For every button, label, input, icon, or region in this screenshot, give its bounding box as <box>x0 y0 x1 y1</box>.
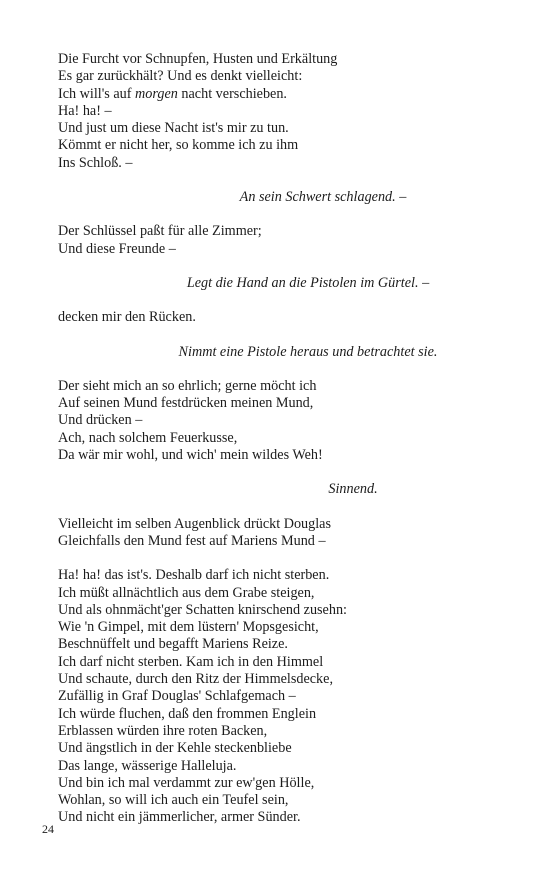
verse-block-4 <box>58 378 498 464</box>
verse-line: Ins Schloß. – <box>58 154 133 171</box>
stage-direction-2: Legt die Hand an die Pistolen im Gürtel. – <box>186 274 430 291</box>
verse-line: Und diese Freunde – <box>58 240 176 257</box>
page-number: 24 <box>42 822 54 836</box>
verse-line: Kömmt er nicht her, so komme ich zu ihm <box>58 137 299 154</box>
verse-line: Der sieht mich an so ehrlich; gerne möcht ich <box>58 377 317 394</box>
verse-block-2 <box>58 223 498 258</box>
verse-line: Auf seinen Mund festdrücken meinen Mund, <box>58 395 314 412</box>
verse-line: Das lange, wässerige Halleluja. <box>58 757 237 774</box>
verse-block-1 <box>58 51 498 172</box>
verse-line: Zufällig in Graf Douglas' Schlafgemach – <box>58 688 296 705</box>
verse-line: Ich darf nicht sterben. Kam ich in den Himmel <box>58 653 324 670</box>
verse-line: Wohlan, so will ich auch ein Teufel sein, <box>58 792 289 809</box>
stage-direction-1: An sein Schwert schlagend. – <box>239 189 407 206</box>
verse-line: Wie 'n Gimpel, mit dem lüstern' Mopsgesicht, <box>58 619 319 636</box>
verse-line: Ich würde fluchen, daß den frommen Englein <box>58 705 317 722</box>
verse-line: Und schaute, durch den Ritz der Himmelsdecke, <box>58 671 333 688</box>
stage-direction-4: Sinnend. <box>328 481 378 498</box>
verse-line: Und ängstlich in der Kehle steckenbliebe <box>58 740 292 757</box>
verse-line: Und drücken – <box>58 412 143 429</box>
verse-line: Die Furcht vor Schnupfen, Husten und Erkältung <box>58 51 338 67</box>
verse-line: decken mir den Rücken. <box>58 309 196 326</box>
verse-line: Da wär mir wohl, und wich' mein wildes Weh! <box>58 447 323 464</box>
verse-line: Ach, nach solchem Feuerkusse, <box>58 429 238 446</box>
verse-block-3 <box>58 309 498 326</box>
verse-block-6 <box>58 567 498 826</box>
page-text <box>58 51 498 827</box>
stage-direction-3: Nimmt eine Pistole heraus und betrachtet sie. <box>178 343 438 360</box>
verse-block-5 <box>58 516 498 551</box>
verse-line: Der Schlüssel paßt für alle Zimmer; <box>58 223 262 240</box>
verse-line: Gleichfalls den Mund fest auf Mariens Mund – <box>58 532 326 549</box>
verse-line: Erblassen würden ihre roten Backen, <box>58 722 268 739</box>
verse-line: Ha! ha! das ist's. Deshalb darf ich nicht sterben. <box>58 567 330 584</box>
verse-line: Es gar zurückhält? Und es denkt vielleicht: <box>58 68 303 85</box>
verse-line: Und als ohnmächt'ger Schatten knirschend zusehn: <box>58 601 347 618</box>
verse-line: Vielleicht im selben Augenblick drückt Douglas <box>58 515 331 532</box>
verse-line: Ich will's auf morgen nacht verschieben. <box>58 85 287 102</box>
verse-line: Ich müßt allnächtlich aus dem Grabe steigen, <box>58 584 315 601</box>
verse-line: Und just um diese Nacht ist's mir zu tun. <box>58 120 289 137</box>
verse-line: Und bin ich mal verdammt zur ew'gen Hölle, <box>58 774 315 791</box>
verse-line: Ha! ha! – <box>58 102 112 119</box>
verse-line: Beschnüffelt und begafft Mariens Reize. <box>58 636 288 653</box>
verse-line: Und nicht ein jämmerlicher, armer Sünder. <box>58 809 301 826</box>
